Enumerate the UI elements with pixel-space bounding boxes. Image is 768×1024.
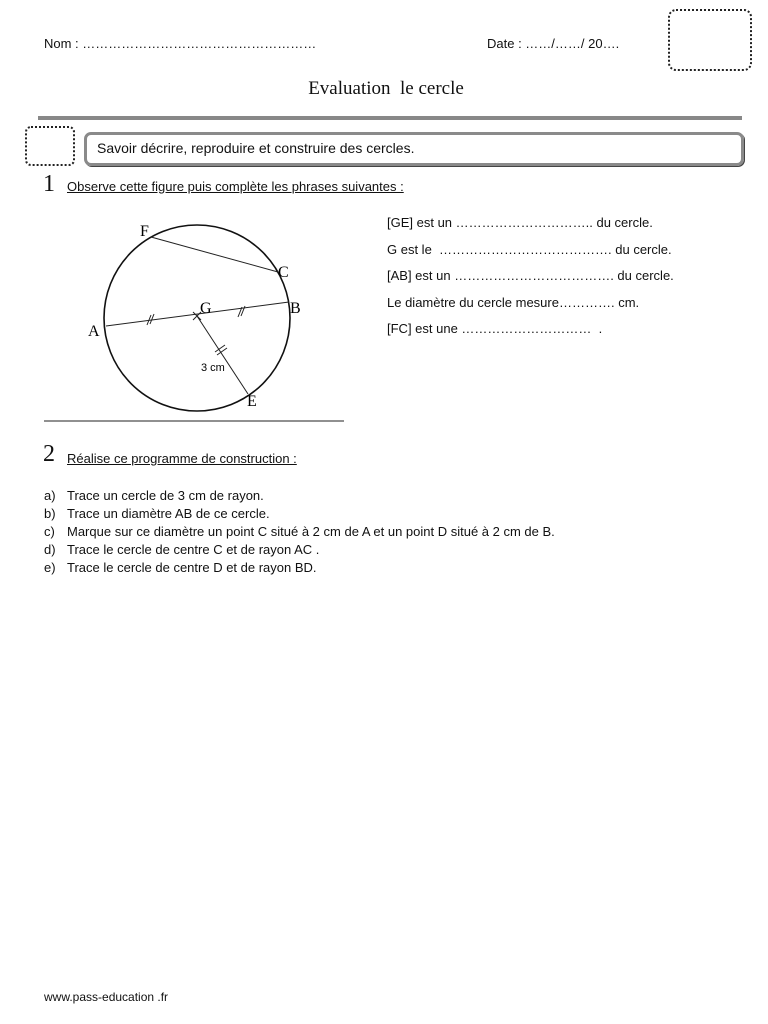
- step-marker: b): [44, 506, 56, 521]
- list-item: [44, 523, 555, 541]
- question-1-number: 1: [43, 171, 55, 197]
- measure-label: 3 cm: [201, 362, 225, 374]
- step-text: Trace le cercle de centre C et de rayon AC .: [67, 542, 320, 557]
- sentence-g: G est le …………………………………. du cercle.: [387, 242, 672, 257]
- sentence-ab: [AB] est un ………………………………. du cercle.: [387, 268, 674, 283]
- date-field-label: Date : ……/……/ 20….: [487, 36, 620, 51]
- footer-url: www.pass-education .fr: [44, 990, 169, 1004]
- question-1-instruction: Observe cette figure puis complète les phrases suivantes :: [67, 179, 404, 194]
- step-text: Trace un cercle de 3 cm de rayon.: [67, 488, 264, 503]
- circle-outline: [104, 225, 290, 411]
- radius-ge: [197, 316, 248, 394]
- list-item: [44, 541, 555, 559]
- name-field-label: Nom : ………………………………………………: [44, 36, 317, 51]
- step-marker: d): [44, 542, 56, 557]
- step-marker: e): [44, 560, 56, 575]
- point-label-e: E: [247, 393, 257, 410]
- point-label-c: C: [278, 264, 289, 281]
- question-2-number: 2: [43, 441, 55, 467]
- skill-assessment-box: [25, 126, 75, 166]
- list-item: [44, 505, 555, 523]
- chord-fc: [151, 237, 278, 272]
- page-title: Evaluation le cercle: [308, 78, 464, 99]
- grade-box: [668, 9, 752, 71]
- point-label-f: F: [140, 223, 149, 240]
- list-item: [44, 487, 555, 505]
- point-label-b: B: [290, 300, 301, 317]
- step-text: Trace un diamètre AB de ce cercle.: [67, 506, 270, 521]
- title-divider: [38, 116, 742, 120]
- sentence-fc: [FC] est une ………………………… .: [387, 321, 603, 336]
- point-label-a: A: [88, 323, 100, 340]
- point-label-g: G: [200, 300, 212, 317]
- objective-text: Savoir décrire, reproduire et construire des cercles.: [97, 140, 415, 156]
- step-text: Marque sur ce diamètre un point C situé à 2 cm de A et un point D situé à 2 cm de B.: [67, 524, 555, 539]
- objective-box: [84, 132, 744, 166]
- sentence-ge: [GE] est un ………………………….. du cercle.: [387, 215, 653, 230]
- step-marker: a): [44, 488, 56, 503]
- circle-figure: [40, 210, 350, 426]
- sentence-diameter: Le diamètre du cercle mesure…………. cm.: [387, 295, 640, 310]
- tick-mark-gb: [238, 306, 245, 317]
- diameter-ab: [106, 302, 289, 326]
- question-2-instruction: Réalise ce programme de construction :: [67, 451, 297, 466]
- step-text: Trace le cercle de centre D et de rayon BD.: [67, 560, 317, 575]
- list-item: [44, 559, 555, 577]
- construction-steps: [44, 487, 555, 577]
- step-marker: c): [44, 524, 55, 539]
